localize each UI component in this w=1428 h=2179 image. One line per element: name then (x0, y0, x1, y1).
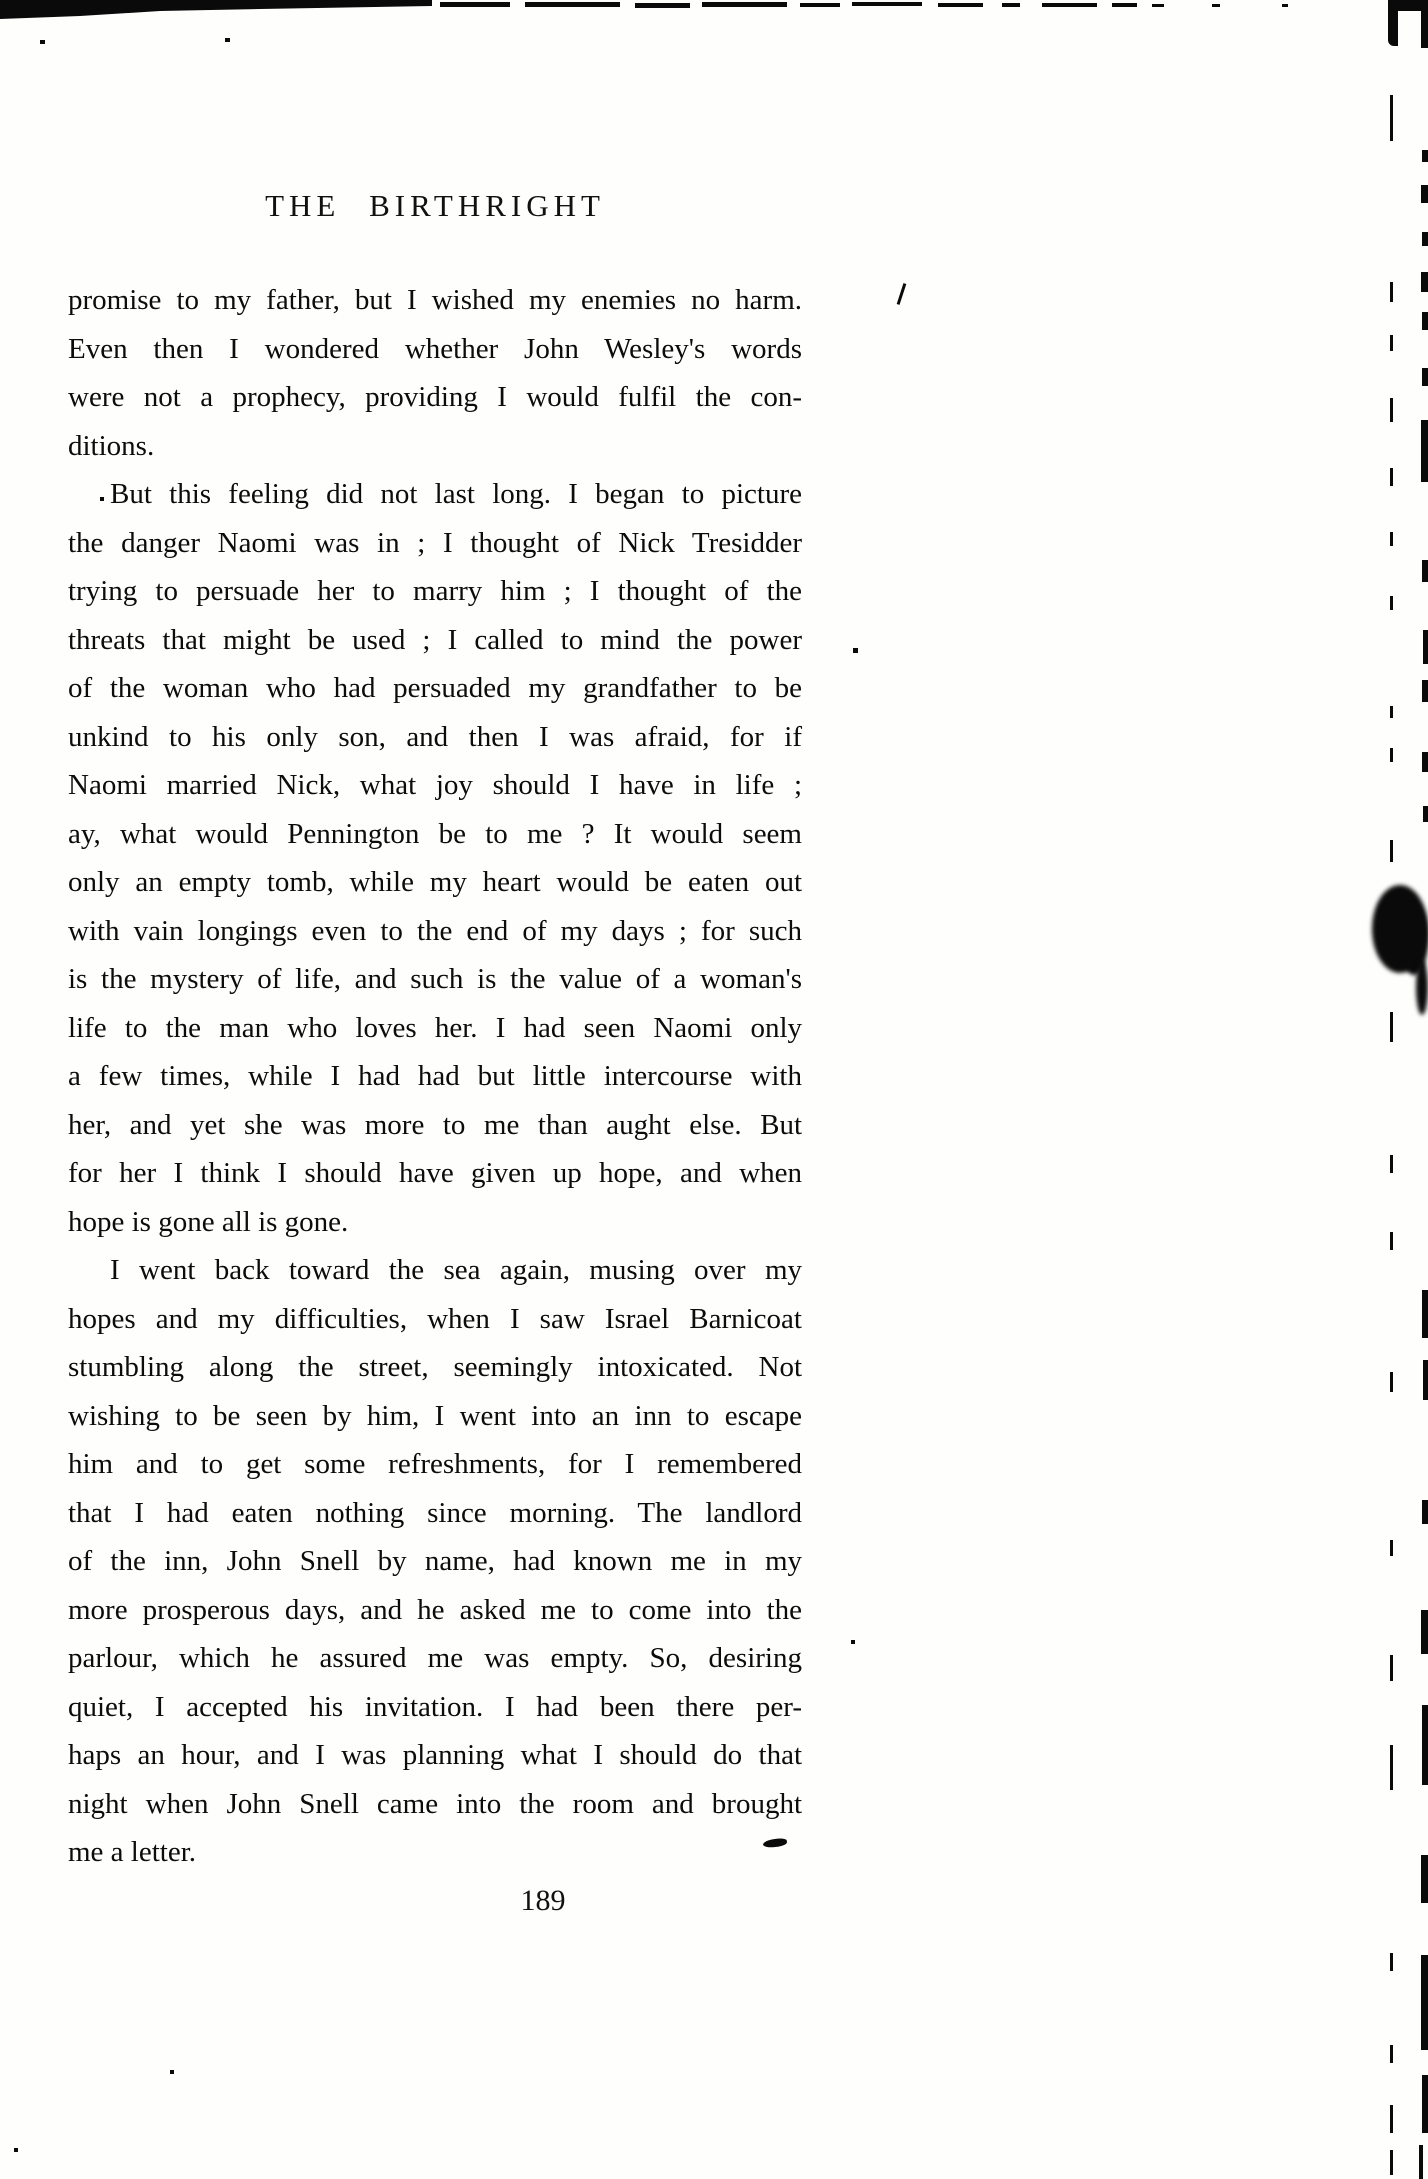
scan-speck (1422, 2075, 1428, 2133)
text-line: more prosperous days, and he asked me to come into the (68, 1593, 802, 1626)
scan-speck (1390, 2150, 1393, 2175)
scan-speck (1423, 1360, 1428, 1400)
scan-speck (1390, 1655, 1393, 1681)
scan-speck (1390, 468, 1393, 486)
text-line: Even then I wondered whether John Wesley's words (68, 332, 802, 365)
scan-speck (1422, 312, 1428, 330)
text-line: me a letter. (68, 1836, 197, 1868)
scan-speck (1390, 1745, 1393, 1790)
scan-speck (1421, 185, 1428, 203)
text-line: night when John Snell came into the room and brought (68, 1787, 802, 1820)
scan-speck (1422, 150, 1428, 162)
text-line: hopes and my difficulties, when I saw Israel Barnicoat (68, 1302, 802, 1335)
text-line: for her I think I should have given up hope, and when (68, 1157, 802, 1189)
scan-speck (800, 3, 840, 7)
scan-corner-mark (1388, 0, 1428, 48)
scan-speck (14, 2148, 18, 2152)
text-line: quiet, I accepted his invitation. I had been there per- (68, 1690, 802, 1723)
scan-speck (1390, 2045, 1393, 2063)
scan-speck (1390, 282, 1393, 302)
page-title: THE BIRTHRIGHT (265, 188, 605, 223)
text-line: wishing to be seen by him, I went into an inn to escape (68, 1399, 802, 1432)
text-line: Naomi married Nick, what joy should I have in life ; (68, 769, 802, 801)
scan-speck (1112, 3, 1137, 7)
scan-speck (1422, 680, 1428, 702)
scan-speck (1152, 4, 1164, 7)
scan-speck (1422, 1290, 1428, 1338)
scan-speck (938, 3, 983, 7)
text-line: But this feeling did not last long. I began to picture (110, 478, 802, 510)
text-line: of the inn, John Snell by name, had known me in my (68, 1545, 802, 1577)
page-number: 189 (520, 1884, 566, 1917)
scan-speck (170, 2070, 174, 2074)
scan-speck (1390, 840, 1393, 862)
scan-speck (1390, 1232, 1393, 1250)
scan-speck (853, 648, 858, 653)
text-line: is the mystery of life, and such is the value of a woman's (68, 963, 802, 995)
text-line: promise to my father, but I wished my enemies no harm. (68, 284, 802, 316)
scan-speck (1390, 532, 1393, 546)
scan-speck (1423, 806, 1428, 822)
scan-speck (1419, 2145, 1423, 2179)
text-line: parlour, which he assured me was empty. So, desiring (68, 1642, 802, 1674)
text-line: I went back toward the sea again, musing over my (110, 1254, 802, 1286)
scan-speck (1422, 368, 1428, 386)
text-line: stumbling along the street, seemingly intoxicated. Not (68, 1351, 802, 1383)
scan-speck (525, 2, 620, 7)
body-text (68, 276, 802, 1877)
scan-speck (1421, 1855, 1428, 1903)
text-line: were not a prophecy, providing I would fulfil the con- (68, 381, 802, 413)
scan-speck (1390, 1155, 1393, 1173)
text-line: trying to persuade her to marry him ; I thought of the (68, 575, 802, 607)
text-line: ditions. (68, 429, 155, 462)
text-line: with vain longings even to the end of my days ; for such (68, 914, 802, 947)
scan-speck (1422, 1500, 1428, 1524)
text-line: life to the man who loves her. I had seen Naomi only (68, 1011, 802, 1044)
scan-speck (1282, 4, 1288, 7)
scan-speck (1421, 420, 1428, 482)
stray-mark (897, 283, 907, 305)
scan-speck (702, 2, 787, 7)
scan-speck (1390, 596, 1393, 610)
scan-speck (440, 2, 510, 7)
scan-speck (1390, 1953, 1393, 1971)
scan-speck (225, 38, 230, 42)
text-line: haps an hour, and I was planning what I should do that (68, 1739, 802, 1771)
scan-speck (1422, 1705, 1428, 1785)
text-line: ay, what would Pennington be to me ? It would seem (68, 817, 802, 850)
scan-edge-top (0, 0, 432, 19)
text-line: a few times, while I had had but little intercourse with (68, 1060, 802, 1092)
scan-speck (1423, 630, 1428, 664)
scan-speck (100, 497, 104, 501)
scan-speck (1212, 4, 1220, 7)
scan-speck (1390, 748, 1393, 762)
scan-speck (852, 2, 922, 6)
scan-speck (1042, 3, 1097, 7)
text-line: him and to get some refreshments, for I remembered (68, 1448, 802, 1480)
text-line: of the woman who had persuaded my grandfather to be (68, 672, 802, 704)
text-line: only an empty tomb, while my heart would be eaten out (68, 866, 802, 898)
scan-speck (1390, 2105, 1393, 2133)
scan-speck (635, 3, 690, 8)
scan-speck (1421, 1955, 1428, 2050)
scan-speck (1390, 1372, 1393, 1392)
scan-speck (1421, 1610, 1428, 1654)
scan-speck (1390, 95, 1393, 141)
scan-speck (1002, 3, 1020, 7)
scan-speck (1390, 706, 1393, 718)
text-line: unkind to his only son, and then I was afraid, for if (68, 720, 802, 753)
text-line: the danger Naomi was in ; I thought of Nick Tresidder (68, 526, 802, 559)
text-line: hope is gone all is gone. (68, 1205, 349, 1238)
ink-blob (1416, 960, 1428, 1015)
scan-speck (40, 40, 45, 44)
scan-speck (1421, 272, 1428, 292)
scan-speck (1390, 335, 1393, 351)
scan-speck (1390, 1012, 1393, 1042)
text-line: her, and yet she was more to me than aught else. But (68, 1108, 802, 1141)
scan-speck (1422, 560, 1428, 582)
scan-speck (1422, 232, 1428, 246)
text-line: that I had eaten nothing since morning. The landlord (68, 1496, 802, 1529)
text-line: threats that might be used ; I called to mind the power (68, 623, 802, 656)
scan-speck (1390, 1540, 1393, 1556)
scan-speck (1390, 398, 1393, 422)
scan-speck (851, 1640, 855, 1644)
scan-speck (1422, 752, 1428, 772)
